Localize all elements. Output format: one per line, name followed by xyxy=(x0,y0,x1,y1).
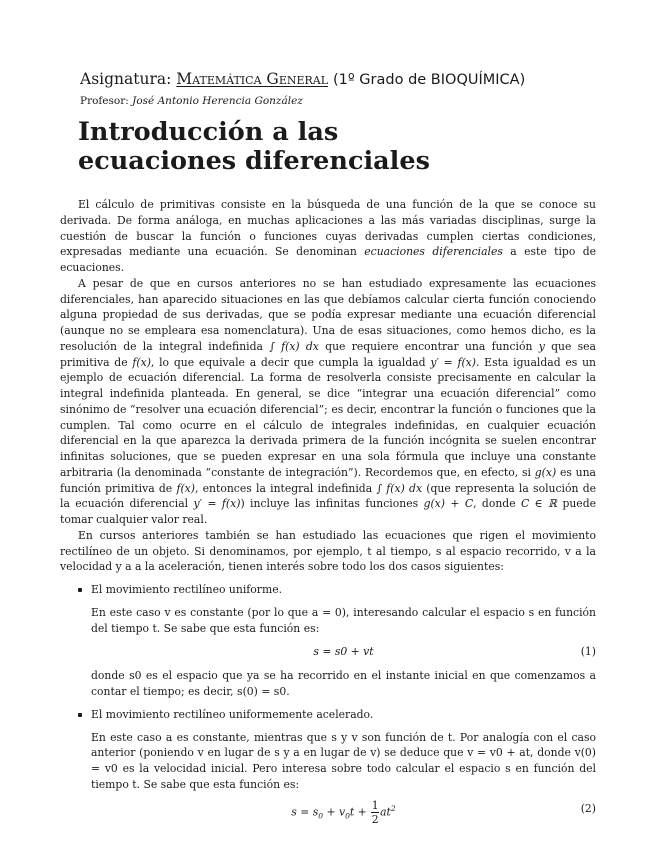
professor-line xyxy=(80,95,303,107)
list-item xyxy=(91,582,596,700)
math-gxc: g(x) + C xyxy=(423,497,474,511)
p2-d: , lo que equivale a decir que cumpla la igualdad xyxy=(150,355,426,369)
math-gx: g(x) xyxy=(534,465,557,479)
paragraph-1 xyxy=(60,197,596,276)
p2-c: que sea primitiva de xyxy=(60,339,596,369)
item-1-title: El movimiento rectilíneo uniforme. xyxy=(91,583,283,596)
subject-line xyxy=(80,70,600,89)
math-c-in-r: C ∈ ℝ xyxy=(521,497,558,511)
item-1-after: donde s0 es el espacio que ya se ha recorrido en el instante inicial en que comenzamos a contar el tiempo; es decir, s(0) = s0. xyxy=(91,669,596,698)
professor-label: Profesor: xyxy=(80,95,129,107)
math-fx-2: f(x) xyxy=(176,481,195,495)
p2-i: ) incluye las infinitas funciones xyxy=(240,497,419,511)
equation-2-formula: $s = s_0 + v_0t$ + $\frac{1}{2}$ $at^2$ xyxy=(291,799,396,826)
subject-name: Matemática General xyxy=(176,70,329,88)
p2-f: es una función primitiva de xyxy=(60,465,596,495)
p2-e: . Esta igualdad es un ejemplo de ecuación diferencial. La forma de resolverla consiste precisamente en calcular la integral indefinida planteada. En general, se dice “integrar una ecuación diferencial” como sinónimo de “resolver una ecuación diferencial”; es decir, encontrar la función o funciones que la cumplen. Tal como ocurre en el cálculo de integrales indefinidas, en cualquier ecuación diferencial en la que aparezca la derivada primera de la función incógnita se suelen encontrar infinitas soluciones, que se pueden expresar en una sola fórmula que incluye una constante arbitraria (la denominada “constante de integración”). Recordemos que, en efecto, si xyxy=(60,355,596,479)
bullet-icon xyxy=(78,713,82,717)
course-label: (1º Grado de BIOQUÍMICA) xyxy=(332,72,526,88)
equation-1 xyxy=(91,636,596,668)
math-eq-2: y′ = f(x) xyxy=(193,497,241,511)
p2-b: que requiere encontrar una función xyxy=(325,339,533,353)
item-2-text: En este caso a es constante, mientras que s y v son función de t. Por analogía con el caso anterior (poniendo v en lugar de s y a en lugar de v) se deduce que v = v0 + at, donde v(0) = v0 es la velocidad inicial. Pero interesa sobre todo calcular el espacio s en función del tiempo t. Se sabe que esta función es: xyxy=(91,730,596,791)
math-eq: y′ = f(x) xyxy=(430,355,476,369)
paragraph-1-end: a este tipo de ecuaciones. xyxy=(60,245,596,274)
p2-h: (que representa la solución de la ecuación diferencial xyxy=(60,481,596,511)
paragraph-2 xyxy=(60,276,596,528)
paragraph-1-text: El cálculo de primitivas consiste en la búsqueda de una función de la que se conoce su derivada. De forma análoga, en muchas aplicaciones a las más variadas disciplinas, surge la cuestión de buscar la función o funciones cuyas derivadas cumplen ciertas condiciones, expresadas mediante una ecuación. Se denominan xyxy=(60,198,596,259)
body-text xyxy=(60,197,596,833)
equation-1-number: (1) xyxy=(580,645,596,659)
equation-2 xyxy=(91,793,596,833)
subject-label: Asignatura: xyxy=(80,70,172,88)
title-line-2: ecuaciones diferenciales xyxy=(78,146,430,176)
p2-k: puede tomar cualquier valor real. xyxy=(60,497,596,526)
paragraph-1-emphasis: ecuaciones diferenciales xyxy=(364,245,503,259)
page-title xyxy=(78,118,598,176)
equation-1-formula: s = s0 + vt xyxy=(313,645,374,659)
p2-g: , entonces la integral indefinida xyxy=(194,481,373,495)
item-2-title: El movimiento rectilíneo uniformemente acelerado. xyxy=(91,707,374,721)
equation-2-number: (2) xyxy=(580,801,596,815)
math-y: y xyxy=(538,339,545,353)
p2-j: , donde xyxy=(473,497,516,511)
math-integral-2: ∫ f(x) dx xyxy=(376,481,423,495)
math-integral: ∫ f(x) dx xyxy=(269,339,319,353)
professor-name: José Antonio Herencia González xyxy=(132,95,303,107)
item-1-text: En este caso v es constante (por lo que a = 0), interesando calcular el espacio s en función del tiempo t. Se sabe que esta función es: xyxy=(91,605,596,635)
p2-a: A pesar de que en cursos anteriores no se han estudiado expresamente las ecuaciones diferenciales, han aparecido situaciones en las que debíamos calcular cierta función conociendo alguna propiedad de sus derivadas, que se podía expresar mediante una ecuación diferencial (aunque no se empleara esa nomenclatura). Una de esas situaciones, como hemos dicho, es la resolución de la integral indefinida xyxy=(60,276,596,353)
list-item xyxy=(91,707,596,833)
paragraph-3: En cursos anteriores también se han estudiado las ecuaciones que rigen el movimiento rectilíneo de un objeto. Si denominamos, por ejemplo, t al tiempo, s al espacio recorrido, v a la velocidad y a a la aceleración, tienen interés sobre todo los dos casos siguientes: xyxy=(60,528,596,574)
bullet-icon xyxy=(78,588,82,592)
math-fx: f(x) xyxy=(132,355,151,369)
title-line-1: Introducción a las xyxy=(78,117,339,147)
